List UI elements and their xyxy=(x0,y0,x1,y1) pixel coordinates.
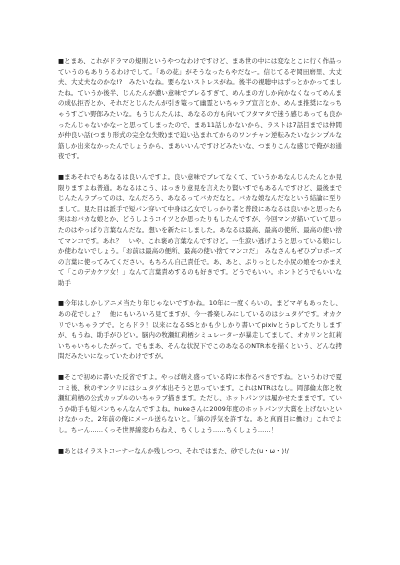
paragraph-4: ■そこで初めに書いた反省ですよ。やっぱ萌え盛っている時に本作るべきですね。というわけで夏コミ後、秋のサンクリにはシュタゲ本出そうと思っています。これはNTRはなし。岡部倫太郎と牧瀬紅莉栖の公式カップルのいちゃラブ描きます。ただし、ホットパンツは履かせたままです。ていうか助手も短パンちゃんなんですよね。hukeさんに2009年度のホットパンツ大賞を上げないといけなかった。2年前の俺にメール送らないと。「縞の浮気を許すな。あと真面目に働け」これでよし。ちーん……くっそ世界線変わらねえ、ちくしょう……ちくしょう……！ xyxy=(58,373,342,434)
paragraph-2: ■まあそれでもあなるは良いんですよ。良い意味でブレてなくて、ていうかあなんじんたんとか見限りますよね普通。あなるはこう、はっきり意見を言えたり賢いすでもあるんですけど、最後までじんたんラブってのは、なんだろう、あなるってバカだなと。バカな娘なんだなという結論に至りまして。見た目は派手で短パン穿いて中身は乙女でしっかり者と普段にあなるは良いかと思ったら実はおバカな娘とか、どうしようコイツとか思ったりもしたんですが、今回マンガ描いていて思ったのはやっぱり言葉なんだな。想いを新たにしました。あなるは最高、最高の使所、最高の使い捨てマンコです。あれ？ いや、これ褒め言葉なんですけど。一生涙い逃げようと思っている娘にしか使わないでしょう。「お前は最高の便所、最高の使い捨てマンコだ」 みなさんもぜひプロポーズの言葉に使ってみてください。もちろん自己責任で。あ、あと、ぷりっとした小尻の娘をつかまえて「このデカケツ女！」なんて言葉責めするのも好きです。どうでもいい。ホントどうでもいいな助手 xyxy=(58,172,342,287)
paragraph-3: ■今年はしかしアニメ当たり年じゃないですかね。10年に一度くらいの。まどマギもあったし、あの花でしょ？ 他にもいろいろ見てますが、今一番楽しみにしているのはシュタゲです。オカクリでいちゃラブで。とらドラ！以来になるSSとかも少しかり書いてpixivとうpしてたりしますが、もうね、助手がひどい。脳内の牧瀬紅莉栖シミュレーターが暴走してまして、オカリンと紅莉いちゃいちゃしたがって。でもまあ、そんな状況下でこのあなるのNTR本を描くという、どんな拷問だみたいになっていたわけですが。 xyxy=(58,299,342,361)
paragraph-5: ■あとはイラストコーナーなんか残しつつ、それではまた、砂でした(u・ω・)!/ xyxy=(58,446,289,455)
paragraph-1: ■とまあ、これがドラマの規則というやつなわけですけど、まあ世の中には変なとこに行く作品っていうのもありうるわけでして。「あの花」がそうなったらやだなー。信じてるぞ岡田磨里、大丈夫、大丈夫なのかな!? みたいなね。要らないストレスがね。後半の視聴中はずっとかかってましたね。ていうか後半、じんたんが濃い意味でブレるすぎて、めんまの方しか向かなくなってめんまの成仏拒否とか、それだとじんたんが引き篭って幽霊といちゃラブ宣言とか、めんま推奨になっちゃうすごい野郎みたいな。もうじんたんは、あなるの方も向いてフタマタで迷う感じあっても良かったんじゃないかなーと思ってしまったので、まあ11話しかないから、ラストは7話目までは仲間が仲良い話(つまり形式の完全な失敗)まで迫い込まれてからのワンチャン逆転みたいなシンプルな筋しか出来なかったんでしょうから、まあいいんですけどみたいな、つまりこんな感じで俺がお通夜です。 xyxy=(58,57,342,161)
